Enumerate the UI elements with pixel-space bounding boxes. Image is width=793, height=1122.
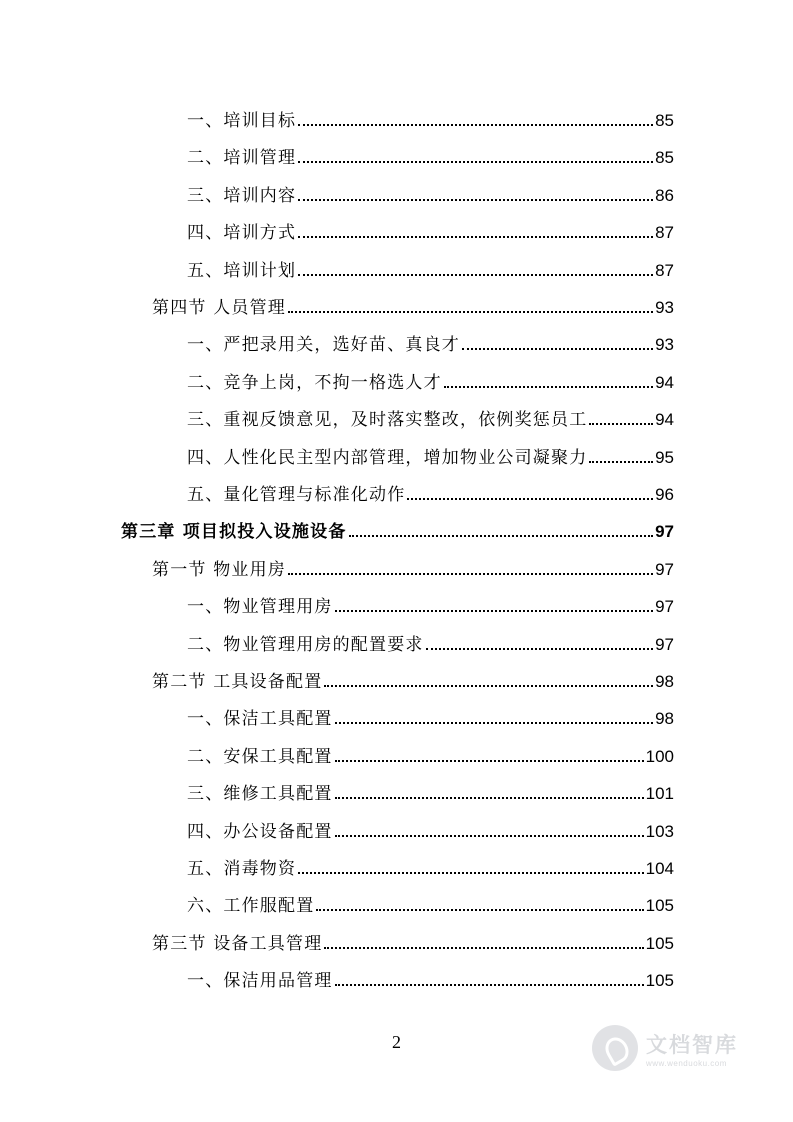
- toc-entry-page: 96: [655, 485, 674, 504]
- toc-dot-leader: [335, 797, 644, 799]
- toc-entry-title: 四、办公设备配置: [187, 821, 333, 842]
- toc-dot-leader: [335, 610, 653, 612]
- toc-dot-leader: [324, 947, 643, 949]
- toc-entry-title: 三、培训内容: [187, 185, 297, 206]
- toc-dot-leader: [298, 872, 643, 874]
- toc-entry-page: 101: [645, 784, 674, 804]
- toc-entry[interactable]: [187, 479, 674, 505]
- toc-entry[interactable]: [187, 629, 674, 655]
- toc-dot-leader: [298, 236, 653, 238]
- toc-dot-leader: [426, 648, 653, 650]
- toc-entry[interactable]: [187, 778, 674, 804]
- toc-dot-leader: [298, 199, 653, 201]
- toc-entry[interactable]: [187, 217, 674, 243]
- toc-dot-leader: [335, 760, 644, 762]
- toc-entry-title: 一、保洁用品管理: [187, 971, 333, 992]
- toc-entry-page: 104: [645, 859, 674, 878]
- toc-entry-title: 三、重视反馈意见，及时落实整改，依例奖惩员工: [187, 410, 588, 431]
- toc-entry[interactable]: [121, 516, 674, 542]
- toc-entry-page: 87: [655, 260, 674, 280]
- toc-dot-leader: [444, 386, 653, 388]
- toc-entry-page: 97: [655, 522, 674, 542]
- toc-entry-page: 97: [655, 634, 674, 654]
- toc-dot-leader: [288, 573, 653, 575]
- toc-entry[interactable]: [152, 666, 674, 692]
- toc-entry-title: 第三章 项目拟投入设施设备: [121, 522, 347, 543]
- toc-entry-page: 86: [655, 185, 674, 205]
- watermark-logo-icon: [592, 1025, 638, 1071]
- toc-entry-title: 二、竞争上岗，不拘一格选人才: [187, 372, 442, 393]
- toc-entry-page: 105: [645, 971, 674, 991]
- toc-entry-page: 94: [655, 410, 674, 430]
- toc-dot-leader: [335, 984, 644, 986]
- toc-entry[interactable]: [187, 404, 674, 430]
- toc-entry-page: 98: [655, 709, 674, 729]
- toc-entry-page: 105: [645, 896, 674, 916]
- watermark-title: 文档智库: [646, 1032, 738, 1057]
- toc-entry-title: 二、安保工具配置: [187, 746, 333, 767]
- toc-entry-page: 95: [655, 447, 674, 467]
- toc-entry[interactable]: [152, 554, 674, 580]
- toc-dot-leader: [324, 685, 653, 687]
- toc-dot-leader: [589, 423, 653, 425]
- toc-entry-page: 103: [645, 821, 674, 841]
- toc-entry-page: 97: [655, 559, 674, 579]
- toc-entry[interactable]: [187, 890, 674, 916]
- toc-dot-leader: [589, 461, 653, 463]
- toc-entry-page: 97: [655, 597, 674, 617]
- toc-entry-title: 二、培训管理: [187, 148, 297, 169]
- toc-entry[interactable]: [187, 853, 674, 879]
- toc-entry[interactable]: [152, 928, 674, 954]
- toc-dot-leader: [407, 498, 653, 500]
- toc-entry-page: 87: [655, 223, 674, 243]
- toc-entry-title: 五、培训计划: [187, 260, 297, 281]
- toc-entry-title: 二、物业管理用房的配置要求: [187, 634, 424, 655]
- toc-dot-leader: [349, 535, 654, 537]
- toc-entry-page: 105: [645, 933, 674, 953]
- toc-dot-leader: [335, 722, 653, 724]
- toc-entry-title: 一、物业管理用房: [187, 597, 333, 618]
- watermark: [592, 1020, 757, 1076]
- toc-dot-leader: [298, 124, 653, 126]
- toc-entry-title: 四、培训方式: [187, 223, 297, 244]
- toc-entry[interactable]: [187, 442, 674, 468]
- toc-dot-leader: [298, 274, 653, 276]
- toc-entry[interactable]: [152, 292, 674, 318]
- toc-entry[interactable]: [187, 255, 674, 281]
- toc-entry-title: 三、维修工具配置: [187, 784, 333, 805]
- toc-entry-title: 第四节 人员管理: [152, 298, 287, 318]
- toc-entry[interactable]: [187, 329, 674, 355]
- toc-entry[interactable]: [187, 591, 674, 617]
- toc-entry[interactable]: [187, 703, 674, 729]
- toc-entry[interactable]: [187, 142, 674, 168]
- toc-entry-page: 93: [655, 335, 674, 355]
- toc-entry-title: 第一节 物业用房: [152, 559, 287, 580]
- toc-entry-title: 一、保洁工具配置: [187, 709, 333, 730]
- toc-entry[interactable]: [187, 741, 674, 767]
- page-number: 2: [392, 1032, 401, 1052]
- toc-entry[interactable]: [187, 180, 674, 206]
- toc-entry-title: 一、严把录用关，选好苗、真良才: [187, 335, 460, 356]
- toc-dot-leader: [462, 348, 653, 350]
- toc-entry[interactable]: [187, 367, 674, 393]
- toc-entry-page: 98: [655, 672, 674, 691]
- toc-entry-title: 五、消毒物资: [187, 859, 297, 879]
- toc-dot-leader: [288, 311, 653, 313]
- toc-entry[interactable]: [187, 965, 674, 991]
- toc-entry-page: 100: [645, 746, 674, 766]
- toc-entry-title: 五、量化管理与标准化动作: [187, 485, 406, 505]
- toc-entry-title: 四、人性化民主型内部管理，增加物业公司凝聚力: [187, 447, 588, 468]
- toc-entry-page: 85: [655, 148, 674, 168]
- toc-dot-leader: [335, 835, 644, 837]
- toc-entry-title: 一、培训目标: [187, 111, 297, 131]
- toc-entry[interactable]: [187, 105, 674, 131]
- toc-entry-page: 93: [655, 298, 674, 317]
- toc-entry[interactable]: [187, 816, 674, 842]
- toc-entry-page: 94: [655, 372, 674, 392]
- toc-entry-title: 第三节 设备工具管理: [152, 933, 323, 954]
- watermark-url: www.wenduoku.com: [646, 1058, 727, 1068]
- toc-entry-title: 第二节 工具设备配置: [152, 672, 323, 692]
- toc-dot-leader: [298, 161, 653, 163]
- toc-entry-title: 六、工作服配置: [187, 896, 315, 917]
- toc-entry-page: 85: [655, 111, 674, 130]
- toc-dot-leader: [316, 909, 643, 911]
